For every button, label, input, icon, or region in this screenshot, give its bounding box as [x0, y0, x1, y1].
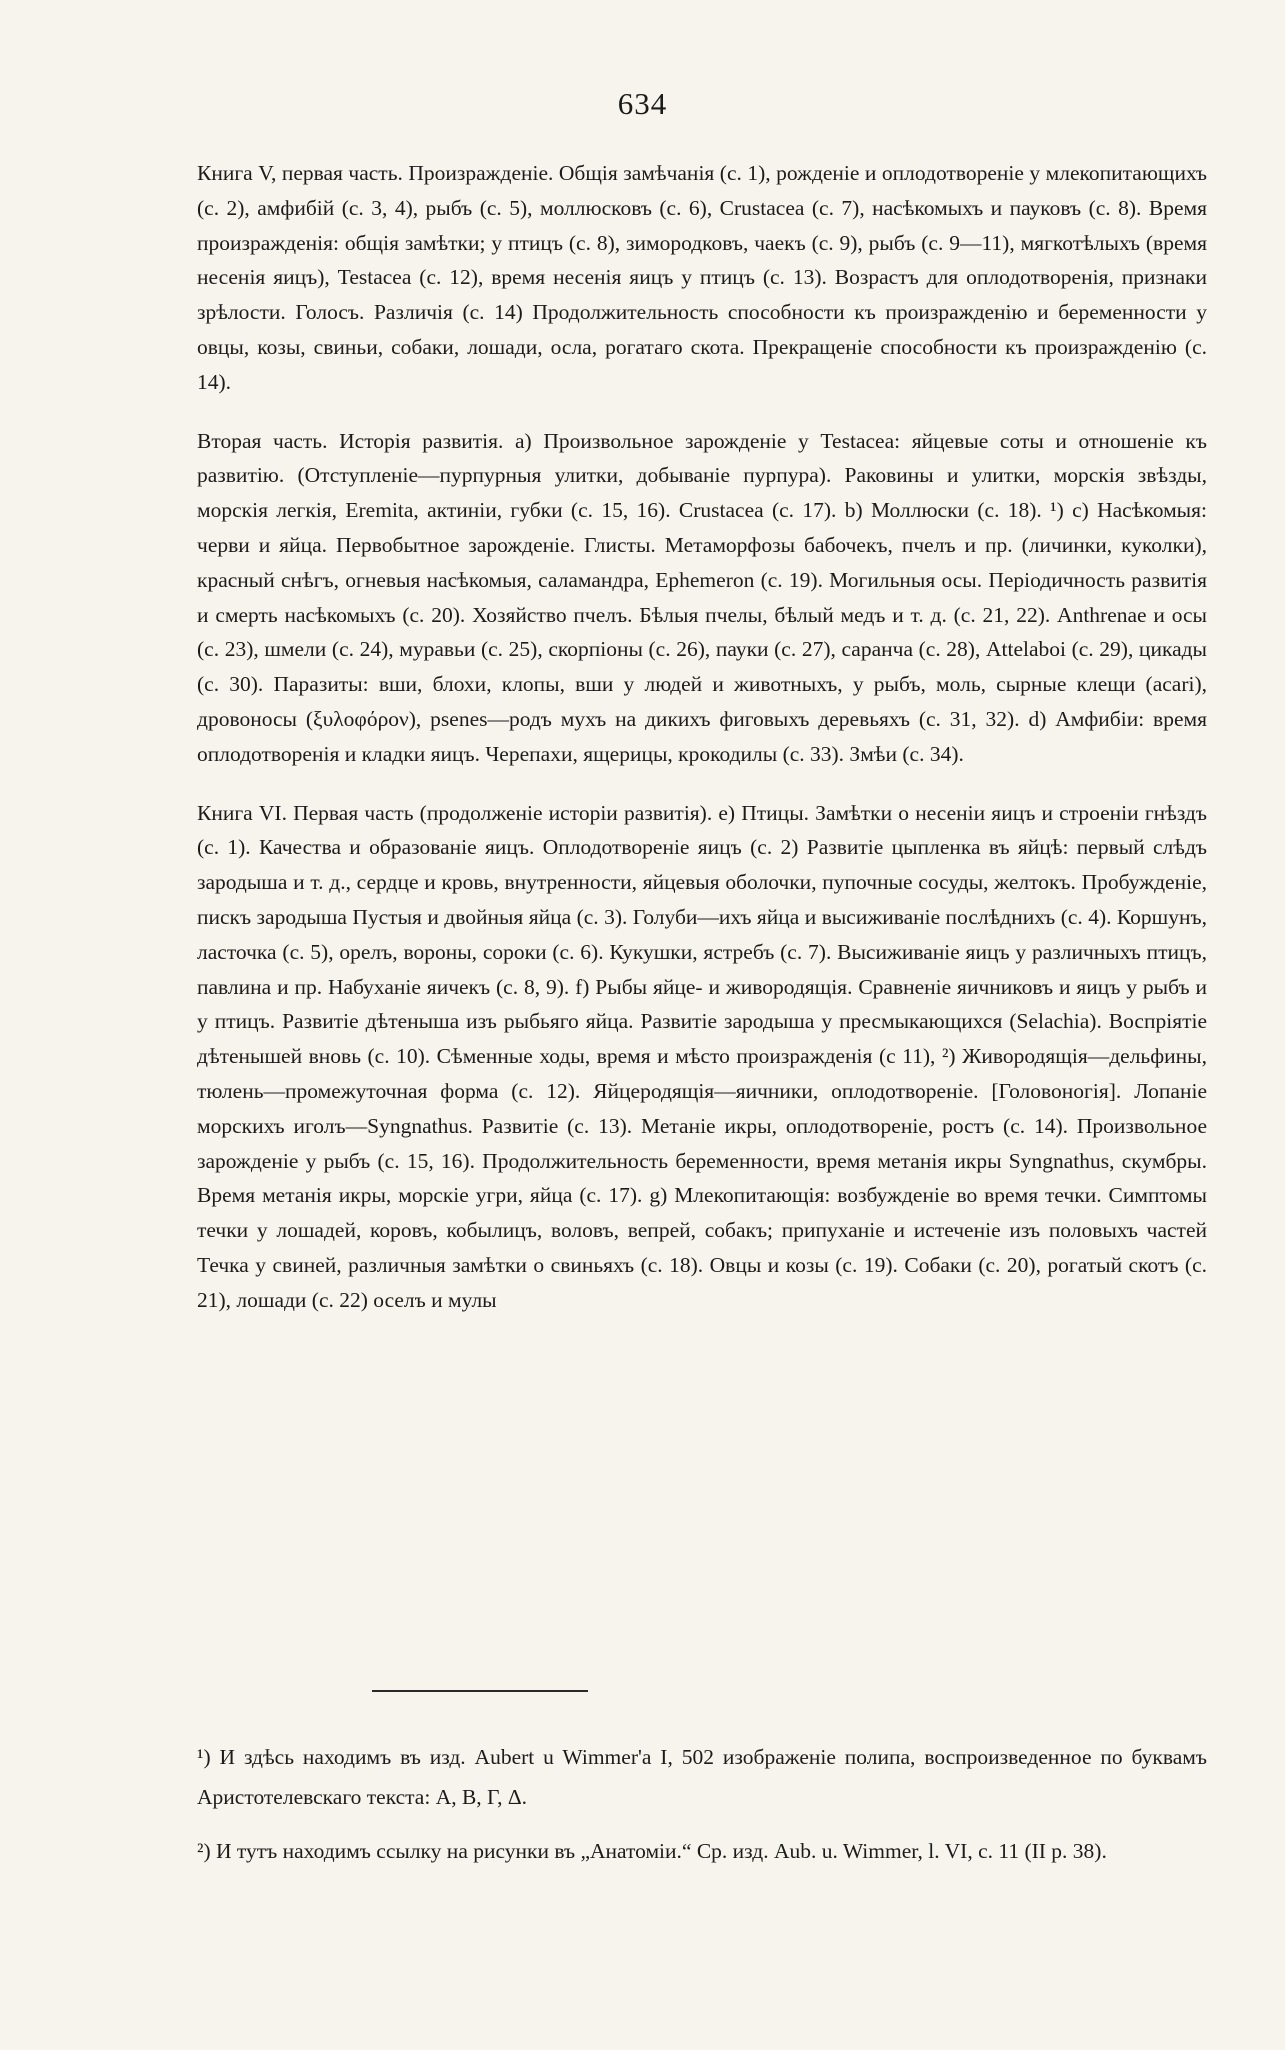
- paragraph-book-v-part-two: Вторая часть. Исторія развитія. a) Произвольное зарожденіе у Testacea: яйцевые соты и отношеніе къ развитію. (Отступленіе—пурпурныя улитки, добываніе пурпура). Раковины и улитки, морскія звѣзды, морскія легкія, Eremita, актиніи, губки (с. 15, 16). Crustacea (с. 17). b) Моллюски (с. 18). ¹) c) Насѣкомыя: черви и яйца. Первобытное зарожденіе. Глисты. Метаморфозы бабочекъ, пчелъ и пр. (личинки, куколки), красный снѣгъ, огневыя насѣкомыя, саламандра, Ephemeron (с. 19). Могильныя осы. Періодичность развитія и смерть насѣкомыхъ (с. 20). Хозяйство пчелъ. Бѣлыя пчелы, бѣлый медъ и т. д. (с. 21, 22). Anthrenae и осы (с. 23), шмели (с. 24), муравьи (с. 25), скорпіоны (с. 26), пауки (с. 27), саранча (с. 28), Attelaboi (с. 29), цикады (с. 30). Паразиты: вши, блохи, клопы, вши у людей и животныхъ, у рыбъ, моль, сырные клещи (acari), дровоносы (ξυλοφόρον), psenes—родъ мухъ на дикихъ фиговыхъ деревьяхъ (с. 31, 32). d) Амфибіи: время оплодотворенія и кладки яицъ. Черепахи, ящерицы, крокодилы (с. 33). Змѣи (с. 34).: [197, 428, 1207, 766]
- footnotes: [197, 1737, 1207, 1885]
- page-number: 634: [617, 86, 668, 121]
- main-text: [197, 156, 1207, 1342]
- footnote-1: ¹) И здѣсь находимъ въ изд. Aubert u Wimmer'a I, 502 изображеніе полипа, воспроизведенное по буквамъ Аристотелевскаго текста: A, B, Г, Δ.: [197, 1745, 1207, 1809]
- footnote-2: ²) И тутъ находимъ ссылку на рисунки въ „Анатоміи.“ Ср. изд. Aub. u. Wimmer, l. VI, c. 11 (II p. 38).: [197, 1839, 1107, 1863]
- paragraph-book-vi-part-one: Книга VI. Первая часть (продолженіе исторіи развитія). e) Птицы. Замѣтки о несеніи яицъ и строеніи гнѣздъ (с. 1). Качества и образованіе яицъ. Оплодотвореніе яицъ (с. 2) Развитіе цыпленка въ яйцѣ: первый слѣдъ зародыша и т. д., сердце и кровь, внутренности, яйцевыя оболочки, пупочные сосуды, желтокъ. Пробужденіе, пискъ зародыша Пустыя и двойныя яйца (с. 3). Голуби—ихъ яйца и высиживаніе послѣднихъ (с. 4). Коршунъ, ласточка (с. 5), орелъ, вороны, сороки (с. 6). Кукушки, ястребъ (с. 7). Высиживаніе яицъ у различныхъ птицъ, павлина и пр. Набуханіе яичекъ (с. 8, 9). f) Рыбы яйце- и живородящія. Сравненіе яичниковъ и яицъ у рыбъ и у птицъ. Развитіе дѣтеныша изъ рыбьяго яйца. Развитіе зародыша у пресмыкающихся (Selachia). Воспріятіе дѣтенышей вновь (с. 10). Сѣменные ходы, время и мѣсто произражденія (с 11), ²) Живородящія—дельфины, тюлень—промежуточная форма (с. 12). Яйцеродящія—яичники, оплодотвореніе. [Головоногія]. Лопаніе морскихъ иголъ—Syngnathus. Развитіе (с. 13). Метаніе икры, оплодотвореніе, ростъ (с. 14). Произвольное зарожденіе у рыбъ (с. 15, 16). Продолжительность беременности, время метанія икры Syngnathus, скумбры. Время метанія икры, морскіе угри, яйца (с. 17). g) Млекопитающія: возбужденіе во время течки. Симптомы течки у лошадей, коровъ, кобылицъ, воловъ, вепрей, собакъ; припуханіе и истеченіе изъ половыхъ частей Течка у свиней, различныя замѣтки о свиньяхъ (с. 18). Овцы и козы (с. 19). Собаки (с. 20), рогатый скотъ (с. 21), лошади (с. 22) оселъ и мулы: [197, 800, 1207, 1312]
- footnote-divider: [372, 1690, 588, 1692]
- paragraph-book-v-part-one: Книга V, первая часть. Произражденіе. Общія замѣчанія (с. 1), рожденіе и оплодотвореніе у млекопитающихъ (с. 2), амфибій (с. 3, 4), рыбъ (с. 5), моллюсковъ (с. 6), Crustacea (с. 7), насѣкомыхъ и пауковъ (с. 8). Время произражденія: общія замѣтки; у птицъ (с. 8), зимородковъ, чаекъ (с. 9), рыбъ (с. 9—11), мягкотѣлыхъ (время несенія яицъ), Testacea (с. 12), время несенія яицъ у птицъ (с. 13). Возрастъ для оплодотворенія, признаки зрѣлости. Голосъ. Различія (с. 14) Продолжительность способности къ произражденію и беременности у овцы, козы, свиньи, собаки, лошади, осла, рогатаго скота. Прекращеніе способности къ произражденію (с. 14).: [197, 161, 1207, 394]
